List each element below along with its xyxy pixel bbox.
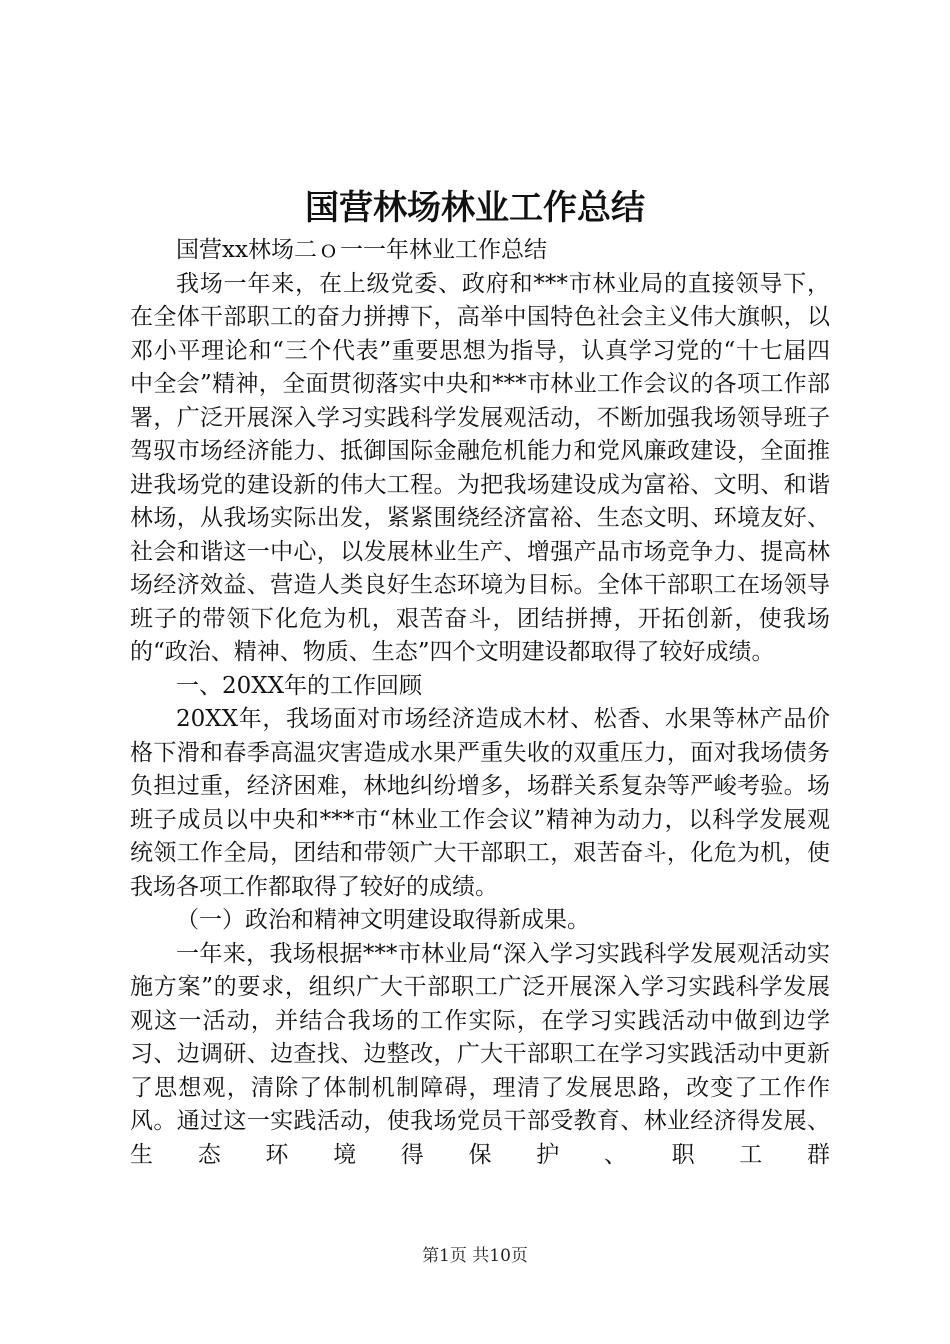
body-paragraph: 一年来，我场根据***市林业局“深入学习实践科学发展观活动实施方案”的要求，组织广大干部职工广泛开展深入学习实践科学发展观这一活动，并结合我场的工作实际，在学习实践活动中做到边学习、边调研、边查找、边整改，广大干部职工在学习实践活动中更新了思想观，清除了体制机制障碍，理清了发展思路，改变了工作作风。通过这一实践活动，使我场党员干部受教育、林业经济得发展、生态环境得保护、职工群: [130, 940, 830, 1168]
section-heading: 一、20XX年的工作回顾: [176, 672, 423, 699]
document-body: [130, 234, 830, 1172]
page-footer: 第1页 共10页: [422, 1246, 528, 1266]
subsection-heading: （一）政治和精神文明建设取得新成果。: [176, 907, 590, 933]
body-paragraph: 我场一年来，在上级党委、政府和***市林业局的直接领导下，在全体干部职工的奋力拼搏下，高举中国特色社会主义伟大旗帜，以邓小平理论和“三个代表”重要思想为指导，认真学习党的“十七届四中全会”精神，全面贯彻落实中央和***市林业工作会议的各项工作部署，广泛开展深入学习实践科学发展观活动，不断加强我场领导班子驾驭市场经济能力、抵御国际金融危机能力和党风廉政建设，全面推进我场党的建设新的伟大工程。为把我场建设成为富裕、文明、和谐林场，从我场实际出发，紧紧围绕经济富裕、生态文明、环境友好、社会和谐这一中心，以发展林业生产、增强产品市场竞争力、提高林场经济效益、营造人类良好生态环境为目标。全体干部职工在场领导班子的带领下化危为机，艰苦奋斗，团结拼搏，开拓创新，使我场的“政治、精神、物质、生态”四个文明建设都取得了较好成绩。: [130, 270, 830, 665]
body-paragraph: 20XX年，我场面对市场经济造成木材、松香、水果等林产品价格下滑和春季高温灾害造成水果严重失收的双重压力，面对我场债务负担过重，经济困难，林地纠纷增多，场群关系复杂等严峻考验。场班子成员以中央和***市“林业工作会议”精神为动力，以科学发展观统领工作全局，团结和带领广大干部职工，艰苦奋斗，化危为机，使我场各项工作都取得了较好的成绩。: [130, 706, 830, 900]
document-title: 国营林场林业工作总结: [305, 188, 645, 228]
subtitle-paragraph: 国营xx林场二ｏ一一年林业工作总结: [176, 237, 547, 263]
